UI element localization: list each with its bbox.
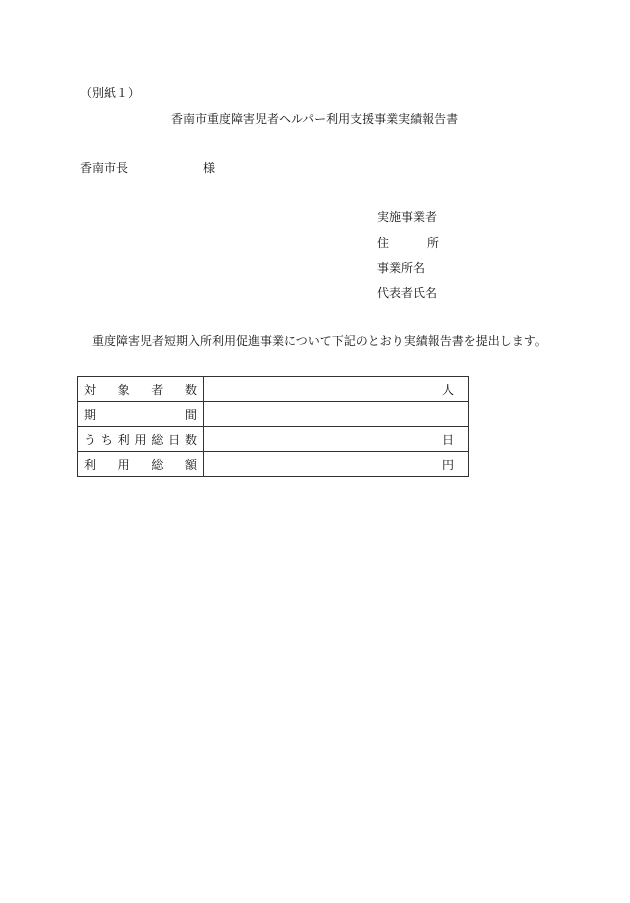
label-char: 象 [117,382,130,397]
row-label-period [78,402,204,427]
row-label-total-days [78,427,204,452]
unit-label: 人 [441,382,454,397]
addressee-honorific: 様 [203,161,216,175]
label-char: ち [100,432,113,447]
row-value-total-amount[interactable] [204,452,469,477]
label-char: 利 [84,457,97,472]
operator-representative-label: 代表者氏名 [377,286,438,300]
label-char: 日 [168,432,181,447]
label-char: 数 [184,432,197,447]
label-char: 用 [134,432,147,447]
unit-label: 日 [441,432,454,447]
label-char: 総 [151,432,164,447]
label-char: 期 [84,407,97,422]
row-label-total-amount [78,452,204,477]
operator-heading: 実施事業者 [377,210,438,224]
row-value-total-days[interactable] [204,427,469,452]
label-char: 額 [184,457,197,472]
table-row [78,402,469,427]
table-row [78,377,469,402]
address-label-char: 住 [377,236,390,250]
label-char: 対 [84,382,97,397]
operator-address-label [377,234,439,251]
label-char: 数 [184,382,197,397]
addressee-name: 香南市長 [80,161,129,175]
label-char: う [84,432,97,447]
unit-label: 円 [441,457,454,472]
label-char: 利 [117,432,130,447]
annex-label: （別紙１） [80,86,141,100]
table-row [78,427,469,452]
row-value-subjects[interactable] [204,377,469,402]
row-value-period[interactable] [204,402,469,427]
label-char: 間 [184,407,197,422]
operator-office-name-label: 事業所名 [377,261,426,275]
label-char: 用 [117,457,130,472]
address-label-char: 所 [426,236,439,250]
body-text: 重度障害児者短期入所利用促進事業について下記のとおり実績報告書を提出します。 [92,334,547,348]
label-char: 総 [151,457,164,472]
document-title: 香南市重度障害児者ヘルパー利用支援事業実績報告書 [171,112,459,126]
table-row [78,452,469,477]
label-char: 者 [151,382,164,397]
row-label-subjects [78,377,204,402]
report-table [77,376,469,477]
